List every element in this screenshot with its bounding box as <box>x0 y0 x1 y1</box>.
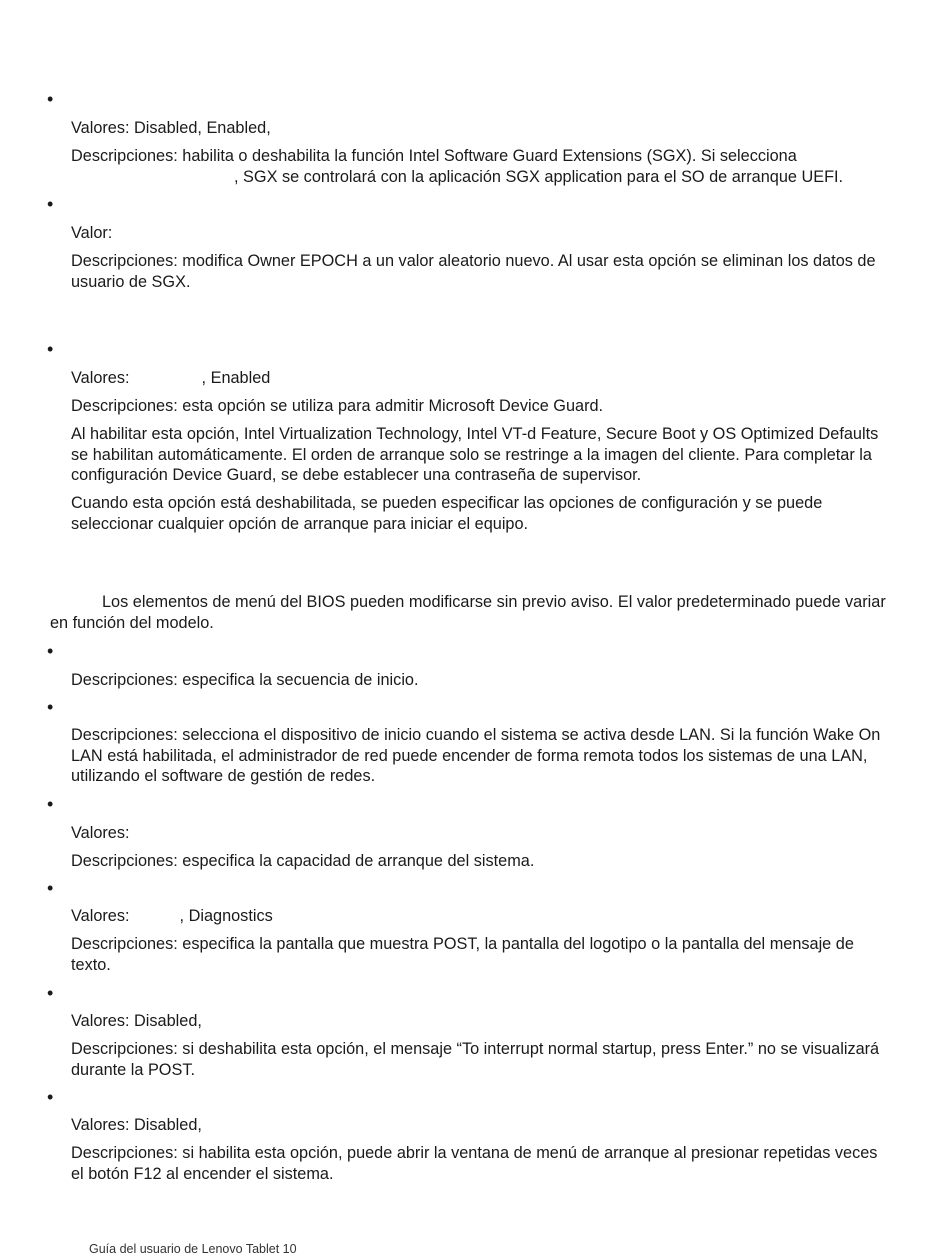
device-guard-description: Descripciones: esta opción se utiliza para admitir Microsoft Device Guard. <box>71 397 604 415</box>
bios-note-text: Los elementos de menú del BIOS pueden modificarse sin previo aviso. El valor predeterminado puede variar en función del modelo. <box>50 593 886 632</box>
values-suffix: , Diagnostics <box>179 907 273 925</box>
bullet: • <box>47 89 54 109</box>
values-prefix: Valores: <box>71 907 130 925</box>
epoch-description: Descripciones: modifica Owner EPOCH a un valor aleatorio nuevo. Al usar esta opción se eliminan los datos de usuario de SGX. <box>71 252 876 291</box>
boot-mode-description: Descripciones: especifica la pantalla que muestra POST, la pantalla del logotipo o la pantalla del mensaje de texto. <box>71 935 854 974</box>
uefi-boot-description: Descripciones: especifica la capacidad de arranque del sistema. <box>71 852 535 870</box>
values-prefix: Valores: <box>71 369 130 387</box>
bullet: • <box>47 1087 54 1107</box>
bullet: • <box>47 641 54 661</box>
device-guard-paragraph-2: Cuando esta opción está deshabilitada, se pueden especificar las opciones de configuración y se puede seleccionar cualquier opción de arranque para iniciar el equipo. <box>71 494 823 533</box>
bullet: • <box>47 194 54 214</box>
bios-note <box>50 592 895 633</box>
sgx-values: Valores: Disabled, Enabled, <box>71 119 271 137</box>
sgx-description <box>71 146 891 187</box>
sgx-desc-line2: , SGX se controlará con la aplicación SGX application para el SO de arranque UEFI. <box>234 167 844 186</box>
network-boot-description: Descripciones: selecciona el dispositivo de inicio cuando el sistema se activa desde LAN. Si la función Wake On LAN está habilitada, el administrador de red puede encender de forma remota todos los sistemas de una LAN, utilizando el software de gestión de redes. <box>71 726 881 785</box>
device-guard-values <box>71 368 891 389</box>
epoch-value: Valor: <box>71 224 113 242</box>
option-keys-description: Descripciones: si deshabilita esta opción, el mensaje “To interrupt normal startup, press Enter.” no se visualizará durante la POST. <box>71 1040 880 1079</box>
device-guard-paragraph-1: Al habilitar esta opción, Intel Virtualization Technology, Intel VT-d Feature, Secure Boot y OS Optimized Defaults se habilitan automáticamente. El orden de arranque solo se restringe a la imagen del cliente. Para completar la configuración Device Guard, se debe establecer una contraseña de supervisor. <box>71 425 879 484</box>
boot-mode-values <box>71 906 891 927</box>
boot-menu-description: Descripciones: si habilita esta opción, puede abrir la ventana de menú de arranque al presionar repetidas veces el botón F12 al encender el sistema. <box>71 1144 878 1183</box>
uefi-boot-values: Valores: <box>71 824 130 842</box>
page-footer: Guía del usuario de Lenovo Tablet 10 <box>89 1242 297 1256</box>
boot-menu-values: Valores: Disabled, <box>71 1116 202 1134</box>
bullet: • <box>47 697 54 717</box>
bullet: • <box>47 794 54 814</box>
boot-description: Descripciones: especifica la secuencia de inicio. <box>71 671 419 689</box>
bullet: • <box>47 339 54 359</box>
sgx-desc-line1: Descripciones: habilita o deshabilita la función Intel Software Guard Extensions (SGX). Si selecciona <box>71 147 797 165</box>
bullet: • <box>47 983 54 1003</box>
values-suffix: , Enabled <box>201 369 271 387</box>
option-keys-values: Valores: Disabled, <box>71 1012 202 1030</box>
bullet: • <box>47 878 54 898</box>
